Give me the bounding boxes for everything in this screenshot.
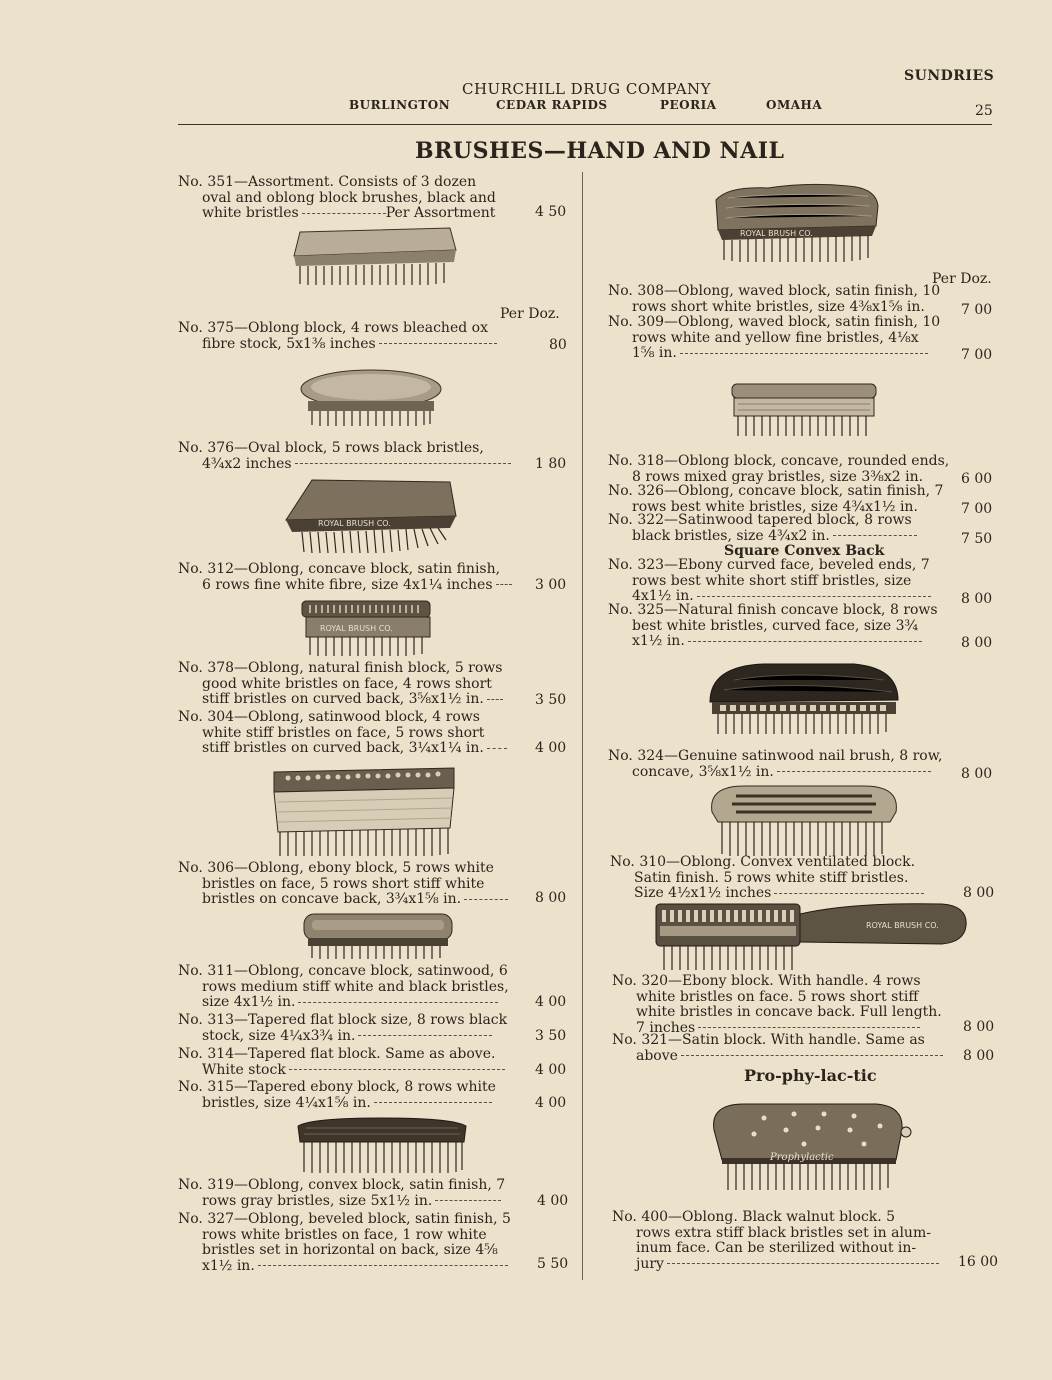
item-323: No. 323—Ebony curved face, beveled ends, 7 rows best white short stiff bristles, size 4x1½ in. xyxy=(608,557,930,605)
price-325: 8 00 xyxy=(961,635,993,651)
item-376: No. 376—Oval block, 5 rows black bristles, 4¾x2 inches xyxy=(178,441,523,472)
price-309: 7 00 xyxy=(961,347,993,363)
price-313: 3 50 xyxy=(535,1028,567,1044)
brush-375-image xyxy=(298,367,444,429)
price-400: 16 00 xyxy=(958,1254,999,1270)
prophylactic-heading: Pro-phy-lac-tic xyxy=(744,1066,877,1085)
item-325: No. 325—Natural finish concave block, 8 rows best white bristles, curved face, size 3¾ x1½ in. xyxy=(608,602,938,650)
brush-324-image xyxy=(704,660,902,738)
city-cedar-rapids: CEDAR RAPIDS xyxy=(496,98,608,112)
brush-378-image xyxy=(296,597,436,659)
item-326: No. 326—Oblong, concave block, satin finish, 7 rows best white bristles, size 4¾x1½ in. xyxy=(608,483,944,515)
price-314: 4 00 xyxy=(535,1062,567,1078)
item-320: No. 320—Ebony block. With handle. 4 rows white bristles on face. 5 rows short stiff white bristles in concave back. Full length. 7 inches xyxy=(612,973,942,1036)
price-321: 8 00 xyxy=(963,1048,995,1064)
price-323: 8 00 xyxy=(961,591,993,607)
page-number: 25 xyxy=(975,103,993,119)
brush-312-image xyxy=(282,476,458,556)
item-327: No. 327—Oblong, beveled block, satin finish, 5 rows white bristles on face, 1 row white bristles set in horizontal on back, size 4⅝ x1½ in. xyxy=(178,1211,511,1274)
brush-306-image xyxy=(300,910,456,962)
brush-315-image xyxy=(292,1116,472,1176)
item-375: No. 375—Oblong block, 4 rows bleached ox fibre stock, 5x1⅜ inches xyxy=(178,321,523,352)
price-376: 1 80 xyxy=(535,456,567,472)
item-308: No. 308—Oblong, waved block, satin finish, 10 rows short white bristles, size 4⅜x1⅝ in. xyxy=(608,283,941,315)
item-309: No. 309—Oblong, waved block, satin finish, 10 rows white and yellow fine bristles, 4⅛x 1⅝ in. xyxy=(608,314,941,362)
brush-320-image xyxy=(652,898,970,974)
brush-400-label: Prophylactic xyxy=(770,1152,834,1163)
price-351: 4 50 xyxy=(535,204,567,220)
price-322: 7 50 xyxy=(961,531,993,547)
price-375: 80 xyxy=(549,337,567,353)
brush-310-image xyxy=(704,782,904,860)
brush-320-label: ROYAL BRUSH CO. xyxy=(866,921,939,930)
section-label: SUNDRIES xyxy=(904,68,995,84)
brush-318-image xyxy=(728,380,880,440)
item-311: No. 311—Oblong, concave block, satinwood, 6 rows medium stiff white and black bristles, size 4x1½ in. xyxy=(178,963,509,1011)
city-burlington: BURLINGTON xyxy=(349,98,451,112)
price-312: 3 00 xyxy=(535,577,567,593)
price-306: 8 00 xyxy=(535,890,567,906)
brush-312-label: ROYAL BRUSH CO. xyxy=(318,519,391,528)
column-divider xyxy=(582,172,583,1280)
item-306: No. 306—Oblong, ebony block, 5 rows white bristles on face, 5 rows short stiff white bristles on concave back, 3¾x1⅝ in. xyxy=(178,861,523,908)
item-304: No. 304—Oblong, satinwood block, 4 rows white stiff bristles on face, 5 rows short stiff bristles on curved back, 3¼x1¼ in. xyxy=(178,710,523,757)
price-311: 4 00 xyxy=(535,994,567,1010)
price-378: 3 50 xyxy=(535,692,567,708)
company-name: CHURCHILL DRUG COMPANY xyxy=(462,80,712,98)
brush-304-image xyxy=(268,764,464,860)
price-308: 7 00 xyxy=(961,302,993,318)
price-326: 7 00 xyxy=(961,501,993,517)
item-312: No. 312—Oblong, concave block, satin finish, 6 rows fine white fibre, size 4x1¼ inches xyxy=(178,562,523,593)
price-304: 4 00 xyxy=(535,740,567,756)
page-title: BRUSHES—HAND AND NAIL xyxy=(415,138,785,164)
brush-308-label: ROYAL BRUSH CO. xyxy=(740,229,813,238)
city-omaha: OMAHA xyxy=(766,98,823,112)
per-doz-label-right: Per Doz. xyxy=(932,271,992,287)
item-318: No. 318—Oblong block, concave, rounded ends, 8 rows mixed gray bristles, size 3⅜x2 in. xyxy=(608,453,950,485)
item-321: No. 321—Satin block. With handle. Same as above xyxy=(612,1033,957,1064)
price-310: 8 00 xyxy=(963,885,995,901)
price-324: 8 00 xyxy=(961,766,993,782)
header-rule xyxy=(178,124,992,125)
brush-378-label: ROYAL BRUSH CO. xyxy=(320,624,393,633)
item-313: No. 313—Tapered flat block size, 8 rows black stock, size 4¼x3¾ in. xyxy=(178,1012,508,1044)
price-318: 6 00 xyxy=(961,471,993,487)
item-315: No. 315—Tapered ebony block, 8 rows white bristles, size 4¼x1⅝ in. xyxy=(178,1079,496,1111)
item-378: No. 378—Oblong, natural finish block, 5 rows good white bristles on face, 4 rows short stiff bristles on curved back, 3⅝x1½ in. xyxy=(178,660,503,708)
item-400: No. 400—Oblong. Black walnut block. 5 rows extra stiff black bristles set in alum- inum face. Can be sterilized without in- jury xyxy=(612,1210,957,1272)
per-doz-label-left: Per Doz. xyxy=(500,306,560,322)
item-351: No. 351—Assortment. Consists of 3 dozen oval and oblong block brushes, black and white bristles Per Assortment xyxy=(178,174,496,222)
item-322: No. 322—Satinwood tapered block, 8 rows black bristles, size 4¾x2 in. xyxy=(608,513,953,544)
item-324: No. 324—Genuine satinwood nail brush, 8 row, concave, 3⅝x1½ in. xyxy=(608,748,943,780)
city-peoria: PEORIA xyxy=(660,98,717,112)
price-320: 8 00 xyxy=(963,1019,995,1035)
brush-400-image xyxy=(704,1100,914,1194)
brush-308-image xyxy=(708,178,884,266)
item-310: No. 310—Oblong. Convex ventilated block. Satin finish. 5 rows white stiff bristles. Size 4½x1½ inches xyxy=(610,855,955,902)
price-319: 4 00 xyxy=(537,1193,569,1209)
price-315: 4 00 xyxy=(535,1095,567,1111)
item-314: No. 314—Tapered flat block. Same as above. White stock xyxy=(178,1047,523,1078)
item-319: No. 319—Oblong, convex block, satin finish, 7 rows gray bristles, size 5x1½ in. xyxy=(178,1177,506,1209)
brush-351-image xyxy=(290,226,460,288)
square-convex-heading: Square Convex Back xyxy=(724,543,885,559)
price-327: 5 50 xyxy=(537,1256,569,1272)
